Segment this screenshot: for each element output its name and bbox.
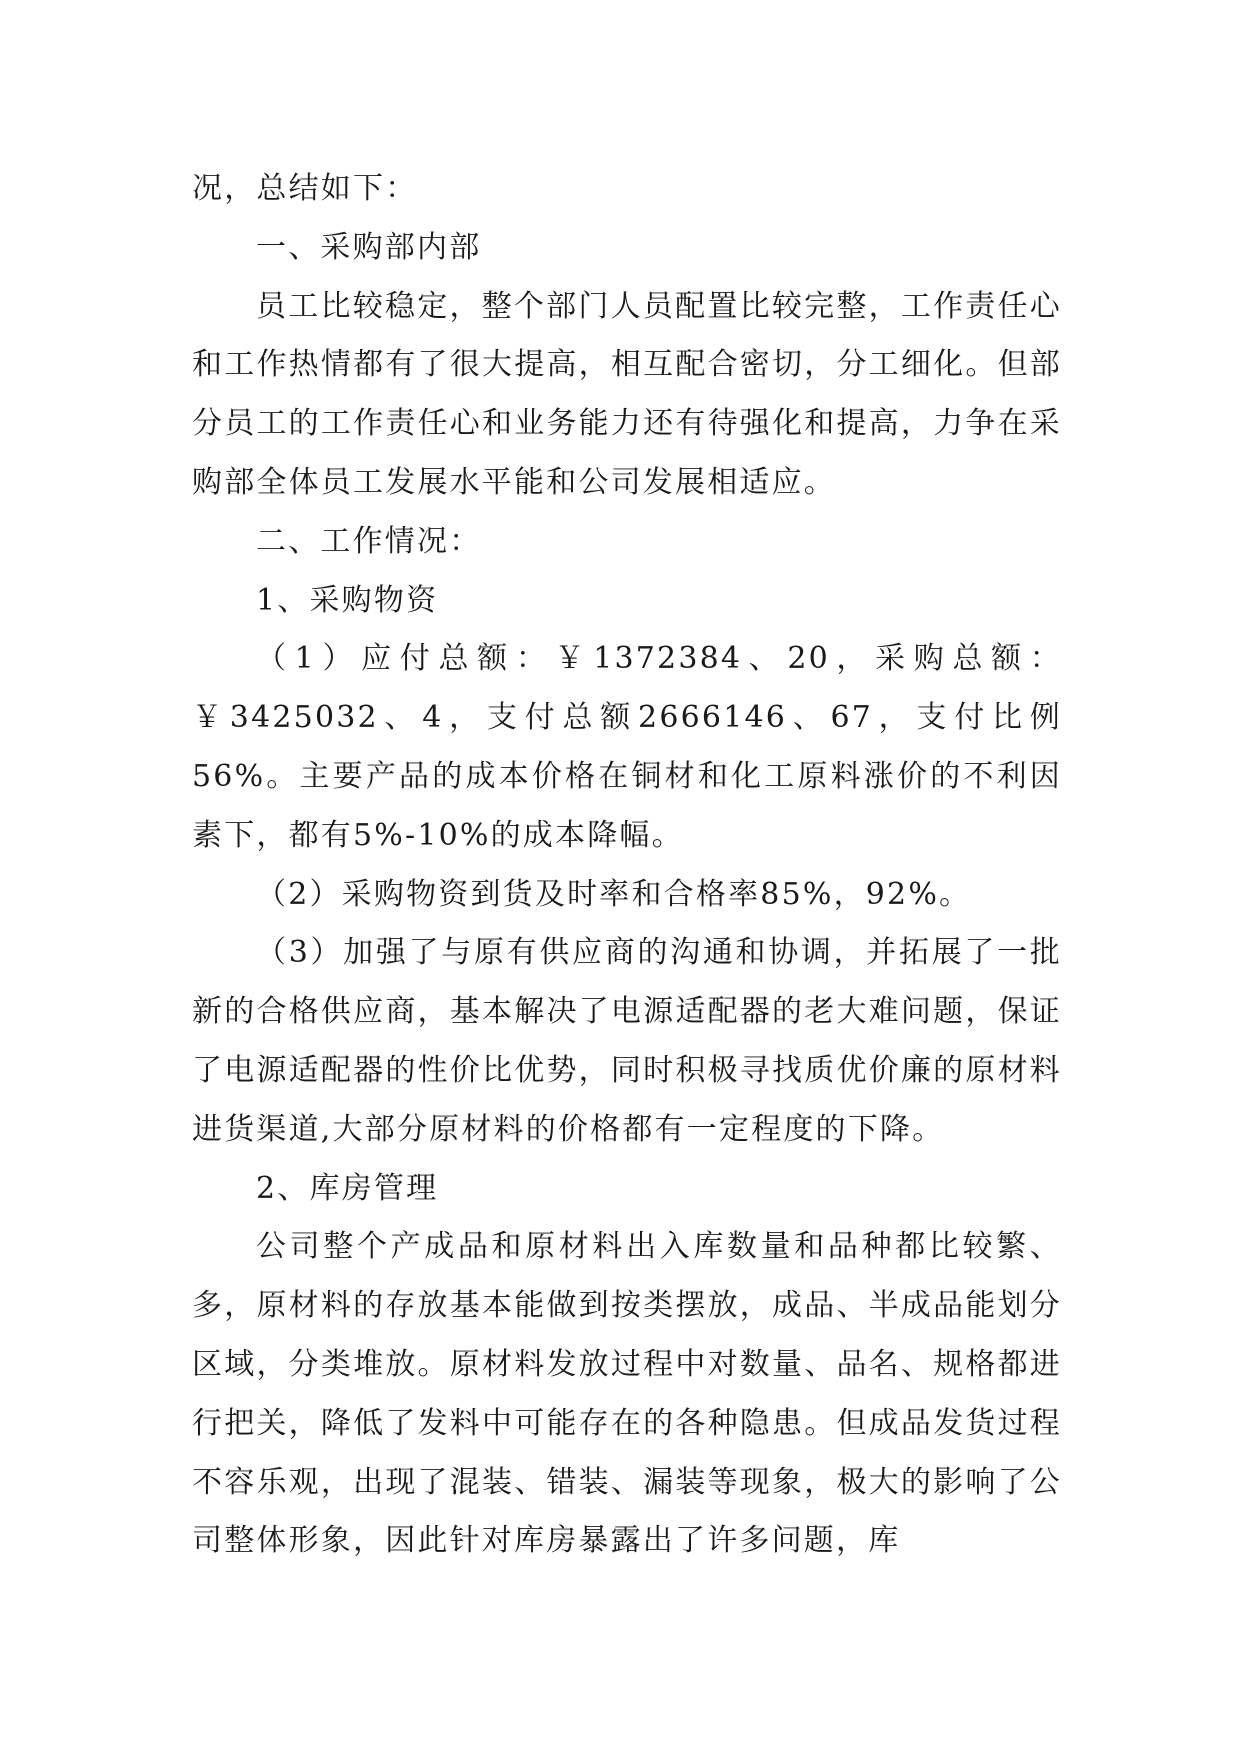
paragraph-staff: 员工比较稳定，整个部门人员配置比较完整，工作责任心和工作热情都有了很大提高，相互配合密切，分工细化。但部分员工的工作责任心和业务能力还有待强化和提高，力争在采购部全体员工发展水平能和公司发展相适应。 bbox=[192, 288, 1062, 500]
paragraph-warehouse: 公司整个产成品和原材料出入库数量和品种都比较繁、多，原材料的存放基本能做到按类摆放，成品、半成品能划分区域，分类堆放。原材料发放过程中对数量、品名、规格都进行把关，降低了发料中可能存在的各种隐患。但成品发货过程不容乐观，出现了混装、错装、漏装等现象，极大的影响了公司整体形象，因此针对库房暴露出了许多问题，库 bbox=[192, 1229, 1062, 1559]
heading-section-2: 二、工作情况： bbox=[256, 523, 482, 559]
paragraph-payables: （1）应付总额：￥1372384、20，采购总额：￥3425032、4，支付总额2666146、67，支付比例56%。主要产品的成本价格在铜材和化工原料涨价的不利因素下，都有5%-10%的成本降幅。 bbox=[192, 641, 1062, 853]
heading-section-1: 一、采购部内部 bbox=[256, 229, 482, 265]
subheading-warehouse: 2、库房管理 bbox=[256, 1170, 439, 1206]
document-body bbox=[192, 160, 1062, 1571]
paragraph-delivery-rate: （2）采购物资到货及时率和合格率85%，92%。 bbox=[256, 876, 972, 912]
paragraph-continuation: 况，总结如下： bbox=[192, 171, 418, 206]
paragraph-suppliers: （3）加强了与原有供应商的沟通和协调，并拓展了一批新的合格供应商，基本解决了电源适配器的老大难问题，保证了电源适配器的性价比优势，同时积极寻找质优价廉的原材料进货渠道,大部分原材料的价格都有一定程度的下降。 bbox=[192, 935, 1062, 1147]
subheading-procurement: 1、采购物资 bbox=[256, 582, 439, 618]
